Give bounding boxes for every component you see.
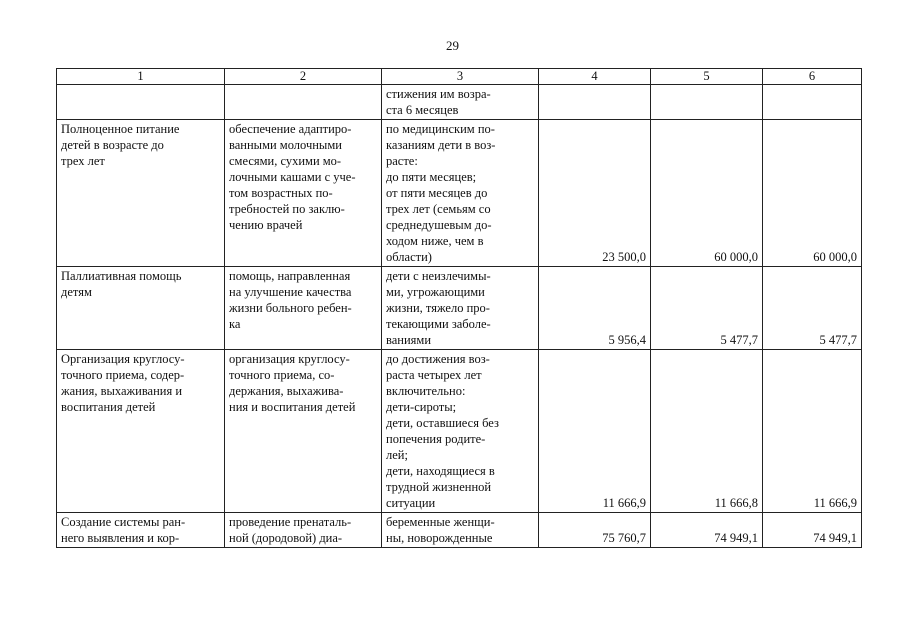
cell-text-line: дети, оставшиеся без: [386, 416, 499, 430]
cell-text-line: чению врачей: [229, 218, 303, 232]
amount-cell-5: 74 949,1: [651, 513, 763, 548]
service-name-cell: [57, 350, 225, 513]
table-row: [57, 85, 862, 120]
cell-text-line: среднедушевым до-: [386, 218, 492, 232]
recipient-category-cell: [382, 120, 539, 267]
amount-cell-4: [539, 85, 651, 120]
amount-cell-6: 5 477,7: [763, 267, 862, 350]
amount-cell-4: 23 500,0: [539, 120, 651, 267]
cell-text-line: лей;: [386, 448, 408, 462]
cell-text-line: Создание системы ран-: [61, 515, 186, 529]
amount-cell-4: 75 760,7: [539, 513, 651, 548]
table-body: [57, 85, 862, 548]
amount-cell-4: 5 956,4: [539, 267, 651, 350]
cell-text-line: ситуации: [386, 496, 436, 510]
cell-text-line: трех лет: [61, 154, 105, 168]
service-name-cell: [57, 85, 225, 120]
cell-text-line: трудной жизненной: [386, 480, 492, 494]
cell-text-line: помощь, направленная: [229, 269, 351, 283]
service-name-cell: [57, 513, 225, 548]
cell-text-line: него выявления и кор-: [61, 531, 180, 545]
table-header-row: [57, 69, 862, 85]
amount-cell-6: 60 000,0: [763, 120, 862, 267]
service-description-cell: [225, 350, 382, 513]
cell-text-line: дети с неизлечимы-: [386, 269, 491, 283]
cell-text-line: жизни, тяжело про-: [386, 301, 490, 315]
cell-text-line: обеспечение адаптиро-: [229, 122, 352, 136]
recipient-category-cell: [382, 513, 539, 548]
cell-text-line: Паллиативная помощь: [61, 269, 182, 283]
cell-text-line: жизни больного ребен-: [229, 301, 352, 315]
cell-text-line: организация круглосу-: [229, 352, 350, 366]
cell-text-line: стижения им возра-: [386, 87, 491, 101]
cell-text-line: казаниям дети в воз-: [386, 138, 496, 152]
table-row: [57, 120, 862, 267]
cell-text-line: проведение пренаталь-: [229, 515, 352, 529]
cell-text-line: по медицинским по-: [386, 122, 495, 136]
cell-text-line: ваниями: [386, 333, 432, 347]
amount-cell-5: 11 666,8: [651, 350, 763, 513]
amount-cell-6: [763, 85, 862, 120]
cell-text-line: ной (дородовой) диа-: [229, 531, 343, 545]
amount-cell-5: 60 000,0: [651, 120, 763, 267]
cell-text-line: смесями, сухими мо-: [229, 154, 342, 168]
cell-text-line: точного приема, со-: [229, 368, 335, 382]
table-row: [57, 513, 862, 548]
header-cell-5: 5: [651, 69, 763, 85]
cell-text-line: текающими заболе-: [386, 317, 491, 331]
cell-text-line: ста 6 месяцев: [386, 103, 459, 117]
cell-text-line: расте:: [386, 154, 418, 168]
table-row: [57, 350, 862, 513]
header-cell-3: 3: [382, 69, 539, 85]
table-row: [57, 267, 862, 350]
cell-text-line: от пяти месяцев до: [386, 186, 488, 200]
cell-text-line: Полноценное питание: [61, 122, 180, 136]
cell-text-line: требностей по заклю-: [229, 202, 345, 216]
cell-text-line: ния и воспитания детей: [229, 400, 356, 414]
cell-text-line: детей в возрасте до: [61, 138, 164, 152]
recipient-category-cell: [382, 350, 539, 513]
cell-text-line: трех лет (семьям со: [386, 202, 491, 216]
cell-text-line: ны, новорожденные: [386, 531, 493, 545]
header-cell-6: 6: [763, 69, 862, 85]
cell-text-line: дети-сироты;: [386, 400, 457, 414]
amount-cell-5: 5 477,7: [651, 267, 763, 350]
amount-cell-5: [651, 85, 763, 120]
cell-text-line: попечения родите-: [386, 432, 486, 446]
service-description-cell: [225, 267, 382, 350]
cell-text-line: ванными молочными: [229, 138, 342, 152]
cell-text-line: том возрастных по-: [229, 186, 333, 200]
amount-cell-6: 11 666,9: [763, 350, 862, 513]
cell-text-line: ми, угрожающими: [386, 285, 485, 299]
cell-text-line: детям: [61, 285, 92, 299]
cell-text-line: жания, выхаживания и: [61, 384, 183, 398]
service-name-cell: [57, 267, 225, 350]
cell-text-line: ходом ниже, чем в: [386, 234, 484, 248]
recipient-category-cell: [382, 85, 539, 120]
amount-cell-6: 74 949,1: [763, 513, 862, 548]
header-cell-1: 1: [57, 69, 225, 85]
cell-text-line: до пяти месяцев;: [386, 170, 477, 184]
recipient-category-cell: [382, 267, 539, 350]
header-cell-2: 2: [225, 69, 382, 85]
cell-text-line: лочными кашами с уче-: [229, 170, 356, 184]
cell-text-line: включительно:: [386, 384, 466, 398]
cell-text-line: ка: [229, 317, 241, 331]
header-cell-4: 4: [539, 69, 651, 85]
service-description-cell: [225, 85, 382, 120]
cell-text-line: области): [386, 250, 432, 264]
service-description-cell: [225, 513, 382, 548]
cell-text-line: на улучшение качества: [229, 285, 352, 299]
cell-text-line: держания, выхажива-: [229, 384, 344, 398]
cell-text-line: точного приема, содер-: [61, 368, 185, 382]
page-number: 29: [446, 38, 459, 53]
amount-cell-4: 11 666,9: [539, 350, 651, 513]
cell-text-line: Организация круглосу-: [61, 352, 185, 366]
cell-text-line: дети, находящиеся в: [386, 464, 495, 478]
budget-table: [56, 68, 862, 548]
cell-text-line: раста четырех лет: [386, 368, 482, 382]
service-name-cell: [57, 120, 225, 267]
cell-text-line: воспитания детей: [61, 400, 156, 414]
service-description-cell: [225, 120, 382, 267]
cell-text-line: беременные женщи-: [386, 515, 495, 529]
cell-text-line: до достижения воз-: [386, 352, 490, 366]
